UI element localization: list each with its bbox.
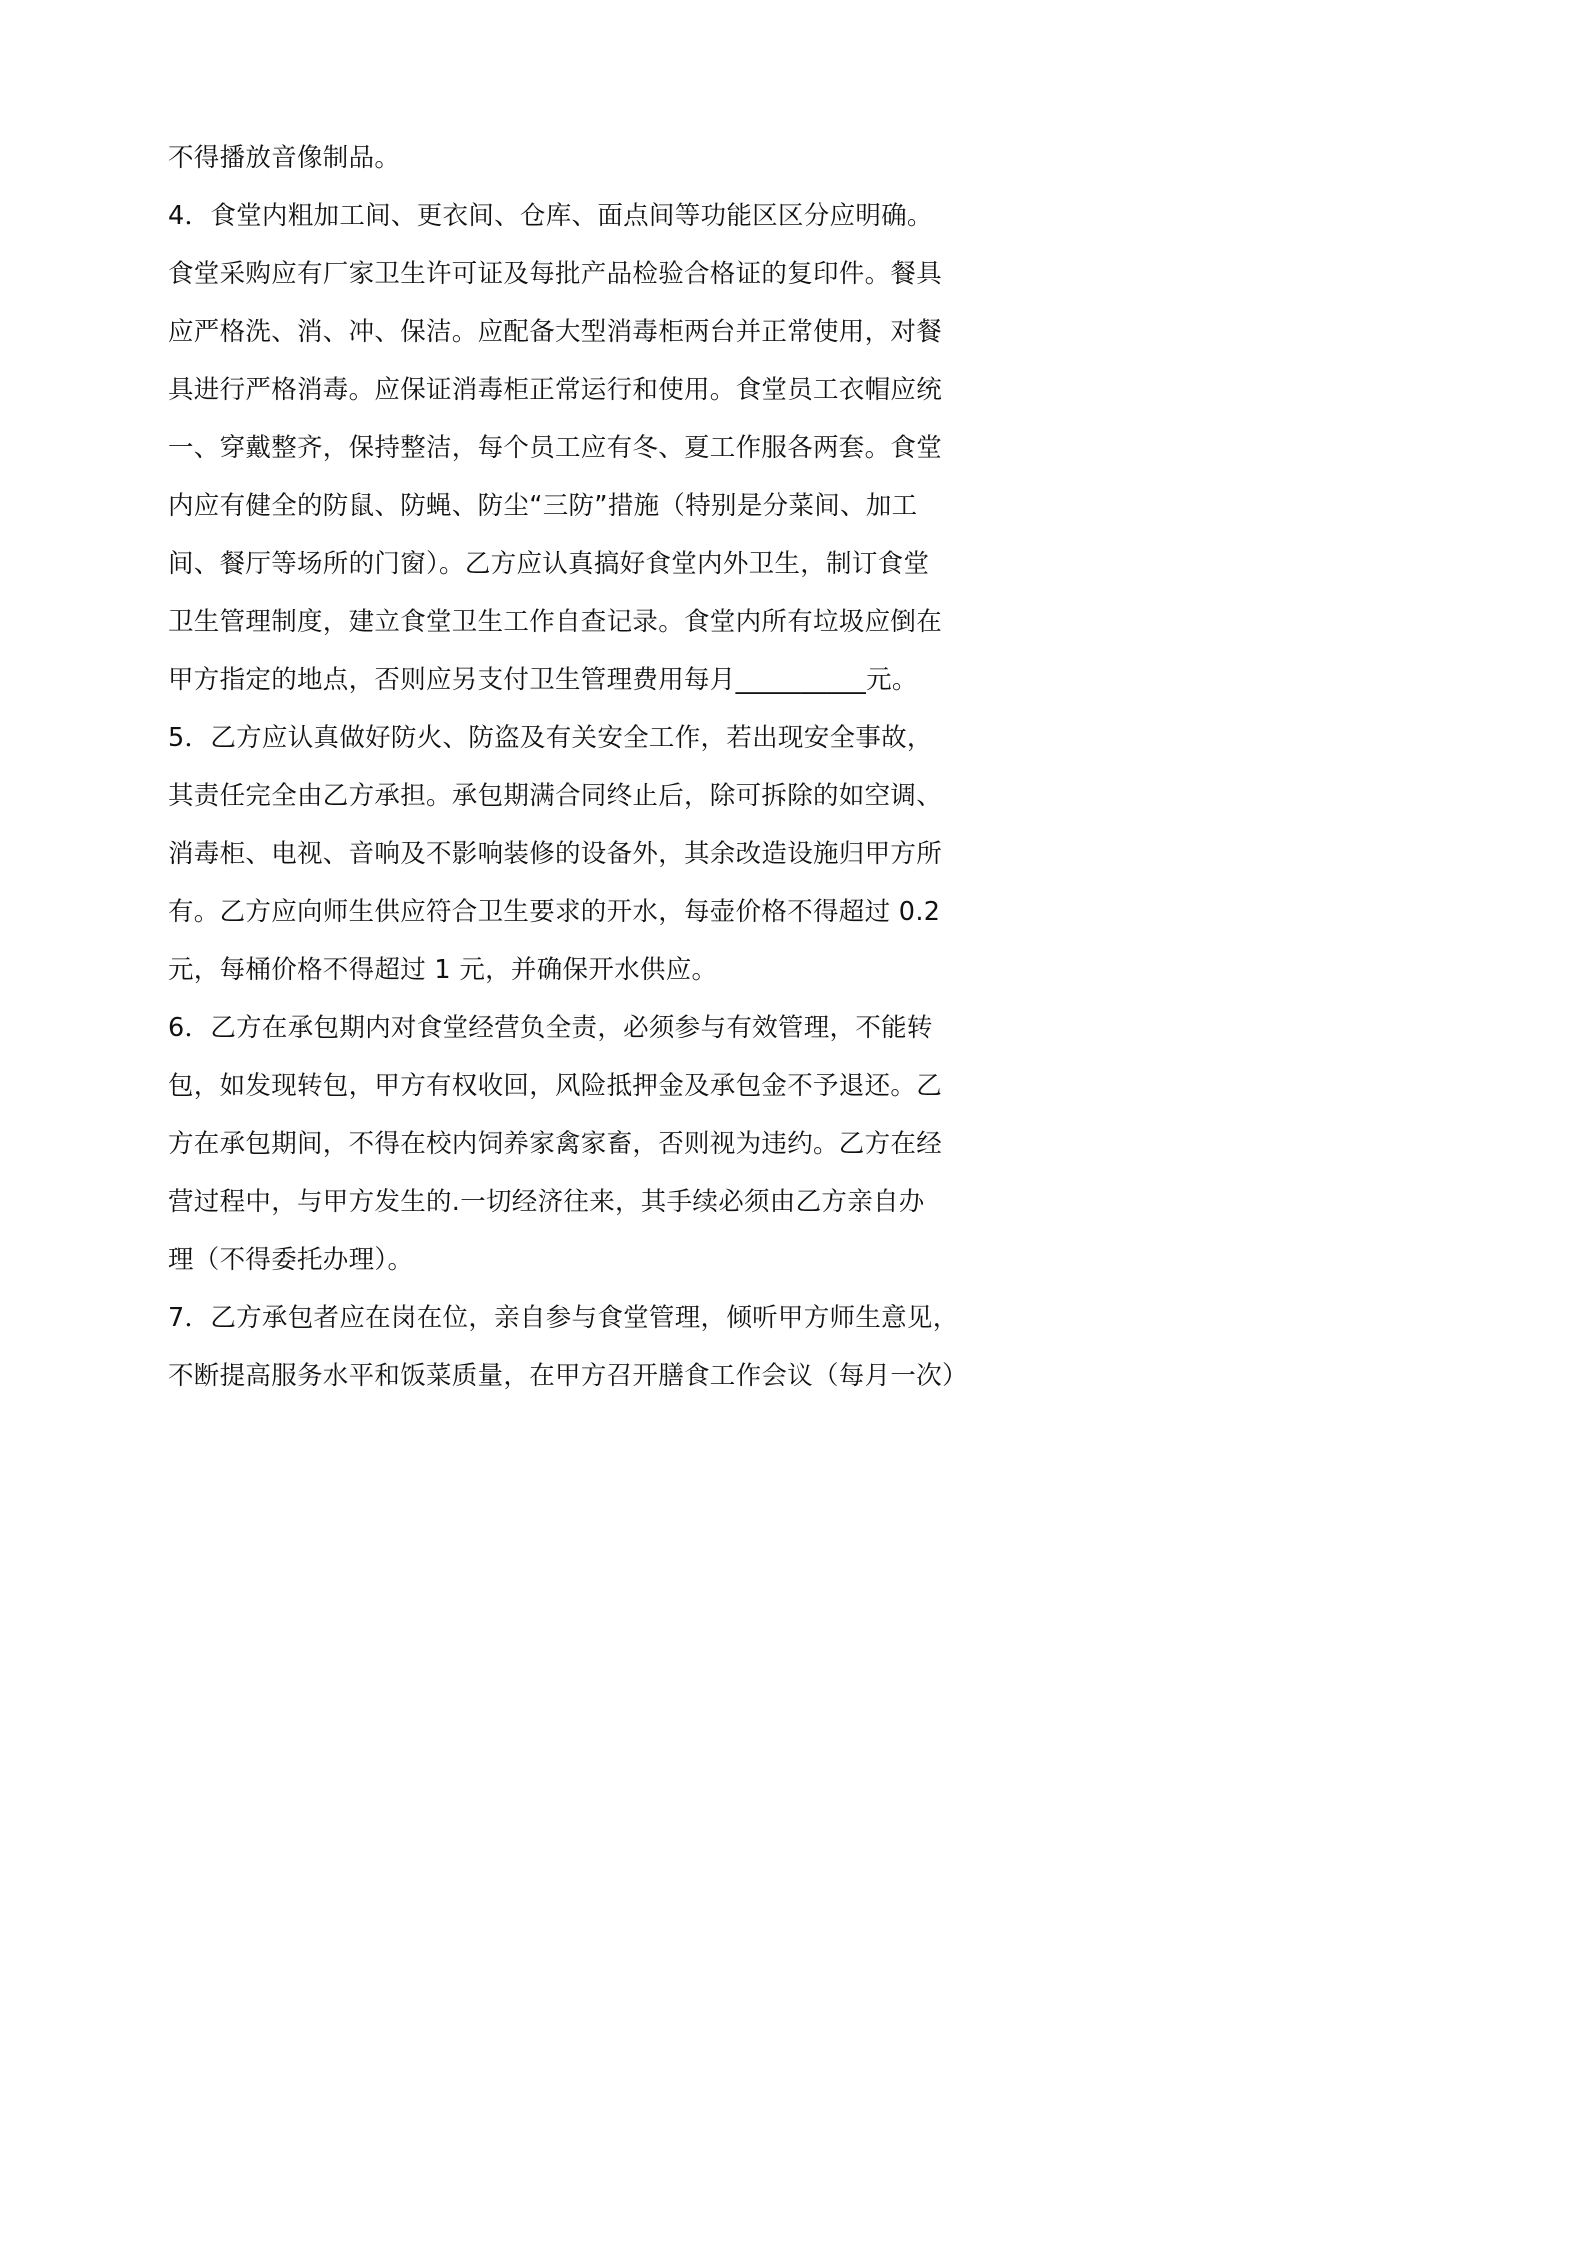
text-line: 具进行严格消毒。应保证消毒柜正常运行和使用。食堂员工衣帽应统 [168,375,943,405]
text-line: 其责任完全由乙方承担。承包期满合同终止后，除可拆除的如空调、 [168,781,943,811]
text-line: 5．乙方应认真做好防火、防盗及有关安全工作，若出现安全事故， [168,723,933,753]
text-line: 应严格洗、消、冲、保洁。应配备大型消毒柜两台并正常使用，对餐 [168,317,943,347]
text-line: 包，如发现转包，甲方有权收回，风险抵押金及承包金不予退还。乙 [168,1071,943,1101]
text-line: 一、穿戴整齐，保持整洁，每个员工应有冬、夏工作服各两套。食堂 [168,433,943,463]
text-line: 甲方指定的地点，否则应另支付卫生管理费用每月__________元。 [168,665,918,695]
document-page [0,0,1100,1556]
text-line: 营过程中，与甲方发生的.一切经济往来，其手续必须由乙方亲自办 [168,1187,925,1217]
text-line: 方在承包期间，不得在校内饲养家禽家畜，否则视为违约。乙方在经 [168,1129,943,1159]
contract-body-text [168,136,968,1412]
text-line: 元，每桶价格不得超过 1 元，并确保开水供应。 [168,955,718,985]
text-line: 不断提高服务水平和饭菜质量，在甲方召开膳食工作会议（每月一次） [168,1361,968,1391]
text-line: 食堂采购应有厂家卫生许可证及每批产品检验合格证的复印件。餐具 [168,259,943,289]
text-line: 内应有健全的防鼠、防蝇、防尘“三防”措施（特别是分菜间、加工 [168,491,918,521]
text-line: 6．乙方在承包期内对食堂经营负全责，必须参与有效管理，不能转 [168,1013,933,1043]
text-line: 消毒柜、电视、音响及不影响装修的设备外，其余改造设施归甲方所 [168,839,943,869]
text-line: 间、餐厅等场所的门窗）。乙方应认真搞好食堂内外卫生，制订食堂 [168,549,930,579]
text-line: 有。乙方应向师生供应符合卫生要求的开水，每壶价格不得超过 0.2 [168,897,941,927]
text-line: 4．食堂内粗加工间、更衣间、仓库、面点间等功能区区分应明确。 [168,201,933,231]
text-line: 理（不得委托办理）。 [168,1245,414,1275]
text-line: 不得播放音像制品。 [168,143,401,173]
text-line: 卫生管理制度，建立食堂卫生工作自查记录。食堂内所有垃圾应倒在 [168,607,943,637]
text-line: 7．乙方承包者应在岗在位，亲自参与食堂管理，倾听甲方师生意见， [168,1303,959,1333]
